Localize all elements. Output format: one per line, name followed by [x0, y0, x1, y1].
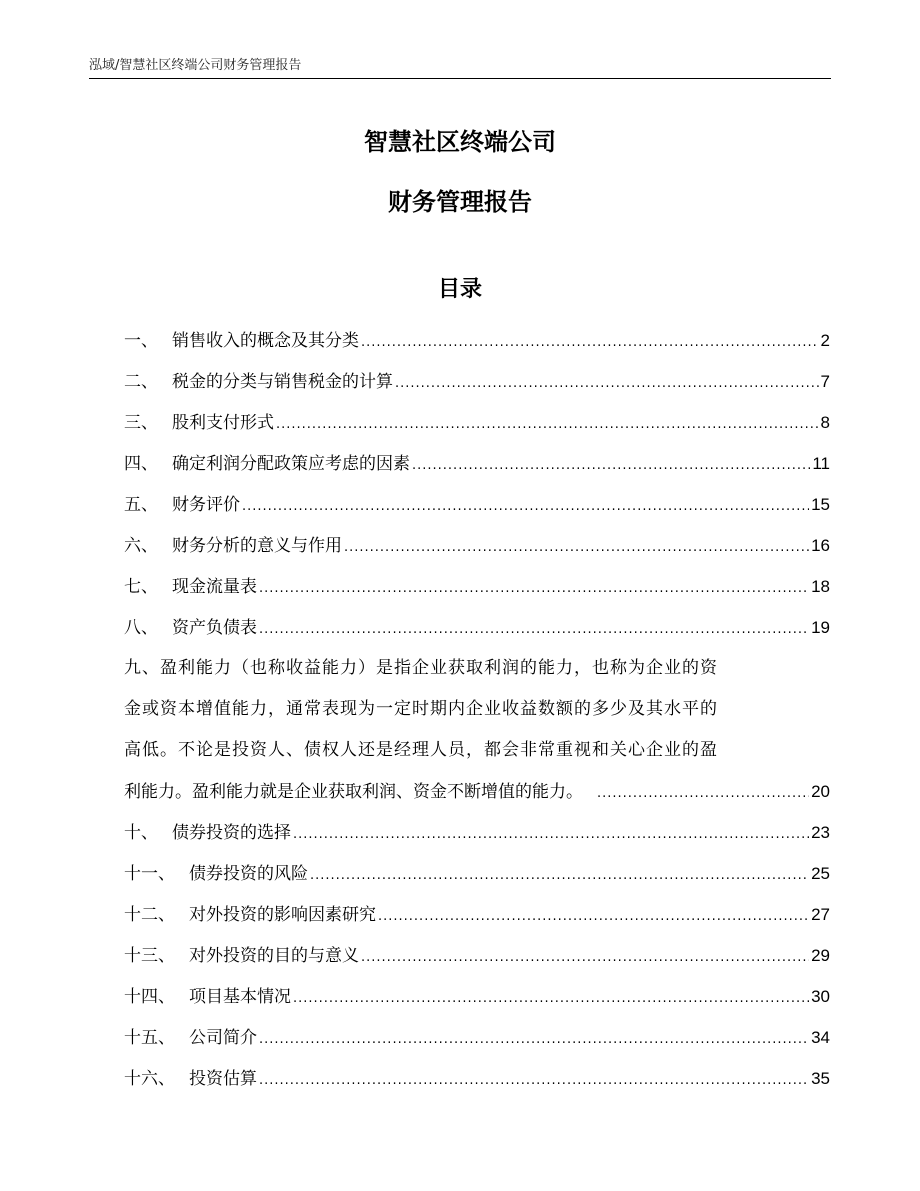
- toc-entry-number: 十二、: [124, 905, 175, 925]
- toc-leader-dots: [310, 855, 809, 896]
- toc-entry-title: 对外投资的目的与意义: [189, 946, 359, 966]
- toc-entry-text-line: 金或资本增值能力，通常表现为一定时期内企业收益数额的多少及其水平的: [124, 699, 718, 719]
- toc-leader-dots: [412, 445, 810, 486]
- toc-entry[interactable]: [124, 812, 830, 853]
- toc-entry[interactable]: [124, 320, 830, 361]
- toc-entry-page: 29: [811, 946, 830, 965]
- toc-entry-number: 二、: [124, 372, 158, 392]
- toc-entry-number: 十四、: [124, 987, 175, 1007]
- table-of-contents: [124, 320, 830, 1099]
- toc-leader-dots: [361, 322, 819, 363]
- toc-entry-title: 债券投资的选择: [172, 823, 291, 843]
- toc-entry[interactable]: [124, 402, 830, 443]
- toc-entry-title: 对外投资的影响因素研究: [189, 905, 376, 925]
- toc-entry-number: 八、: [124, 618, 158, 638]
- toc-leader-dots: [378, 896, 809, 937]
- toc-entry-title: 项目基本情况: [189, 987, 291, 1007]
- toc-entry-number: 四、: [124, 454, 158, 474]
- toc-entry[interactable]: [124, 894, 830, 935]
- toc-entry-title: 现金流量表: [172, 577, 257, 597]
- toc-entry-title: 投资估算: [189, 1069, 257, 1089]
- document-title: 智慧社区终端公司: [364, 128, 556, 156]
- toc-entry-page: 30: [811, 987, 830, 1006]
- toc-entry[interactable]: [124, 1017, 830, 1058]
- toc-leader-dots: [597, 773, 809, 814]
- toc-entry-number: 七、: [124, 577, 158, 597]
- toc-entry-title: 财务分析的意义与作用: [172, 536, 342, 556]
- toc-entry-title: 公司简介: [189, 1028, 257, 1048]
- toc-entry-page: 20: [811, 782, 830, 801]
- toc-heading: 目录: [437, 277, 482, 302]
- toc-leader-dots: [259, 609, 809, 650]
- toc-entry-title: 税金的分类与销售税金的计算: [172, 372, 393, 392]
- toc-entry-page: 16: [811, 536, 830, 555]
- toc-entry-title: 债券投资的风险: [189, 864, 308, 884]
- toc-entry-title: 财务评价: [172, 495, 240, 515]
- document-subtitle: 财务管理报告: [388, 188, 532, 216]
- toc-entry-page: 18: [811, 577, 830, 596]
- toc-entry[interactable]: [124, 525, 830, 566]
- toc-entry-page: 23: [811, 823, 830, 842]
- toc-entry[interactable]: [124, 361, 830, 402]
- toc-entry[interactable]: [124, 935, 830, 976]
- toc-entry-page: 8: [820, 413, 830, 432]
- toc-leader-dots: [276, 404, 819, 445]
- toc-entry-page: 11: [812, 454, 830, 473]
- toc-entry[interactable]: [124, 484, 830, 525]
- toc-entry-page: 7: [820, 372, 830, 391]
- toc-entry-number: 十、: [124, 823, 158, 843]
- toc-leader-dots: [259, 568, 809, 609]
- toc-leader-dots: [242, 486, 809, 527]
- toc-entry-text-line: 利能力。盈利能力就是企业获取利润、资金不断增值的能力。: [124, 782, 583, 802]
- toc-entry[interactable]: [124, 1058, 830, 1099]
- toc-entry-number: 九、: [124, 658, 160, 678]
- toc-entry-number: 一、: [124, 331, 158, 351]
- toc-entry-title: 确定利润分配政策应考虑的因素: [172, 454, 410, 474]
- toc-entry-page: 19: [811, 618, 830, 637]
- toc-leader-dots: [259, 1019, 809, 1060]
- toc-entry-number: 五、: [124, 495, 158, 515]
- toc-leader-dots: [395, 363, 819, 404]
- toc-leader-dots: [259, 1060, 809, 1101]
- toc-entry-para: [124, 648, 830, 689]
- toc-entry-page: 27: [811, 905, 830, 924]
- toc-leader-dots: [344, 527, 809, 568]
- running-header: 泓域/智慧社区终端公司财务管理报告: [89, 58, 302, 73]
- toc-entry-page: 15: [811, 495, 830, 514]
- toc-entry-page: 2: [820, 331, 830, 350]
- toc-entry[interactable]: [124, 607, 830, 648]
- toc-entry[interactable]: [124, 443, 830, 484]
- toc-entry-title: 资产负债表: [172, 618, 257, 638]
- toc-entry-number: 十一、: [124, 864, 175, 884]
- toc-entry-number: 十三、: [124, 946, 175, 966]
- toc-entry-number: 六、: [124, 536, 158, 556]
- toc-entry-text-line: 高低。不论是投资人、债权人还是经理人员，都会非常重视和关心企业的盈: [124, 740, 718, 760]
- toc-leader-dots: [293, 978, 809, 1019]
- header-rule: [89, 78, 831, 79]
- toc-entry-page: 25: [811, 864, 830, 883]
- toc-entry-number: 十五、: [124, 1028, 175, 1048]
- toc-entry-page: 34: [811, 1028, 830, 1047]
- toc-entry-number: 三、: [124, 413, 158, 433]
- toc-entry-page: 35: [811, 1069, 830, 1088]
- toc-entry-title: 股利支付形式: [172, 413, 274, 433]
- toc-entry-long[interactable]: [124, 648, 830, 812]
- toc-leader-dots: [293, 814, 809, 855]
- toc-entry[interactable]: [124, 853, 830, 894]
- toc-entry-number: 十六、: [124, 1069, 175, 1089]
- toc-entry-text-line: 盈利能力（也称收益能力）是指企业获取利润的能力，也称为企业的资: [160, 658, 718, 678]
- toc-entry[interactable]: [124, 566, 830, 607]
- toc-entry-last-line: [124, 771, 830, 812]
- toc-leader-dots: [361, 937, 809, 978]
- toc-entry-title: 销售收入的概念及其分类: [172, 331, 359, 351]
- toc-entry[interactable]: [124, 976, 830, 1017]
